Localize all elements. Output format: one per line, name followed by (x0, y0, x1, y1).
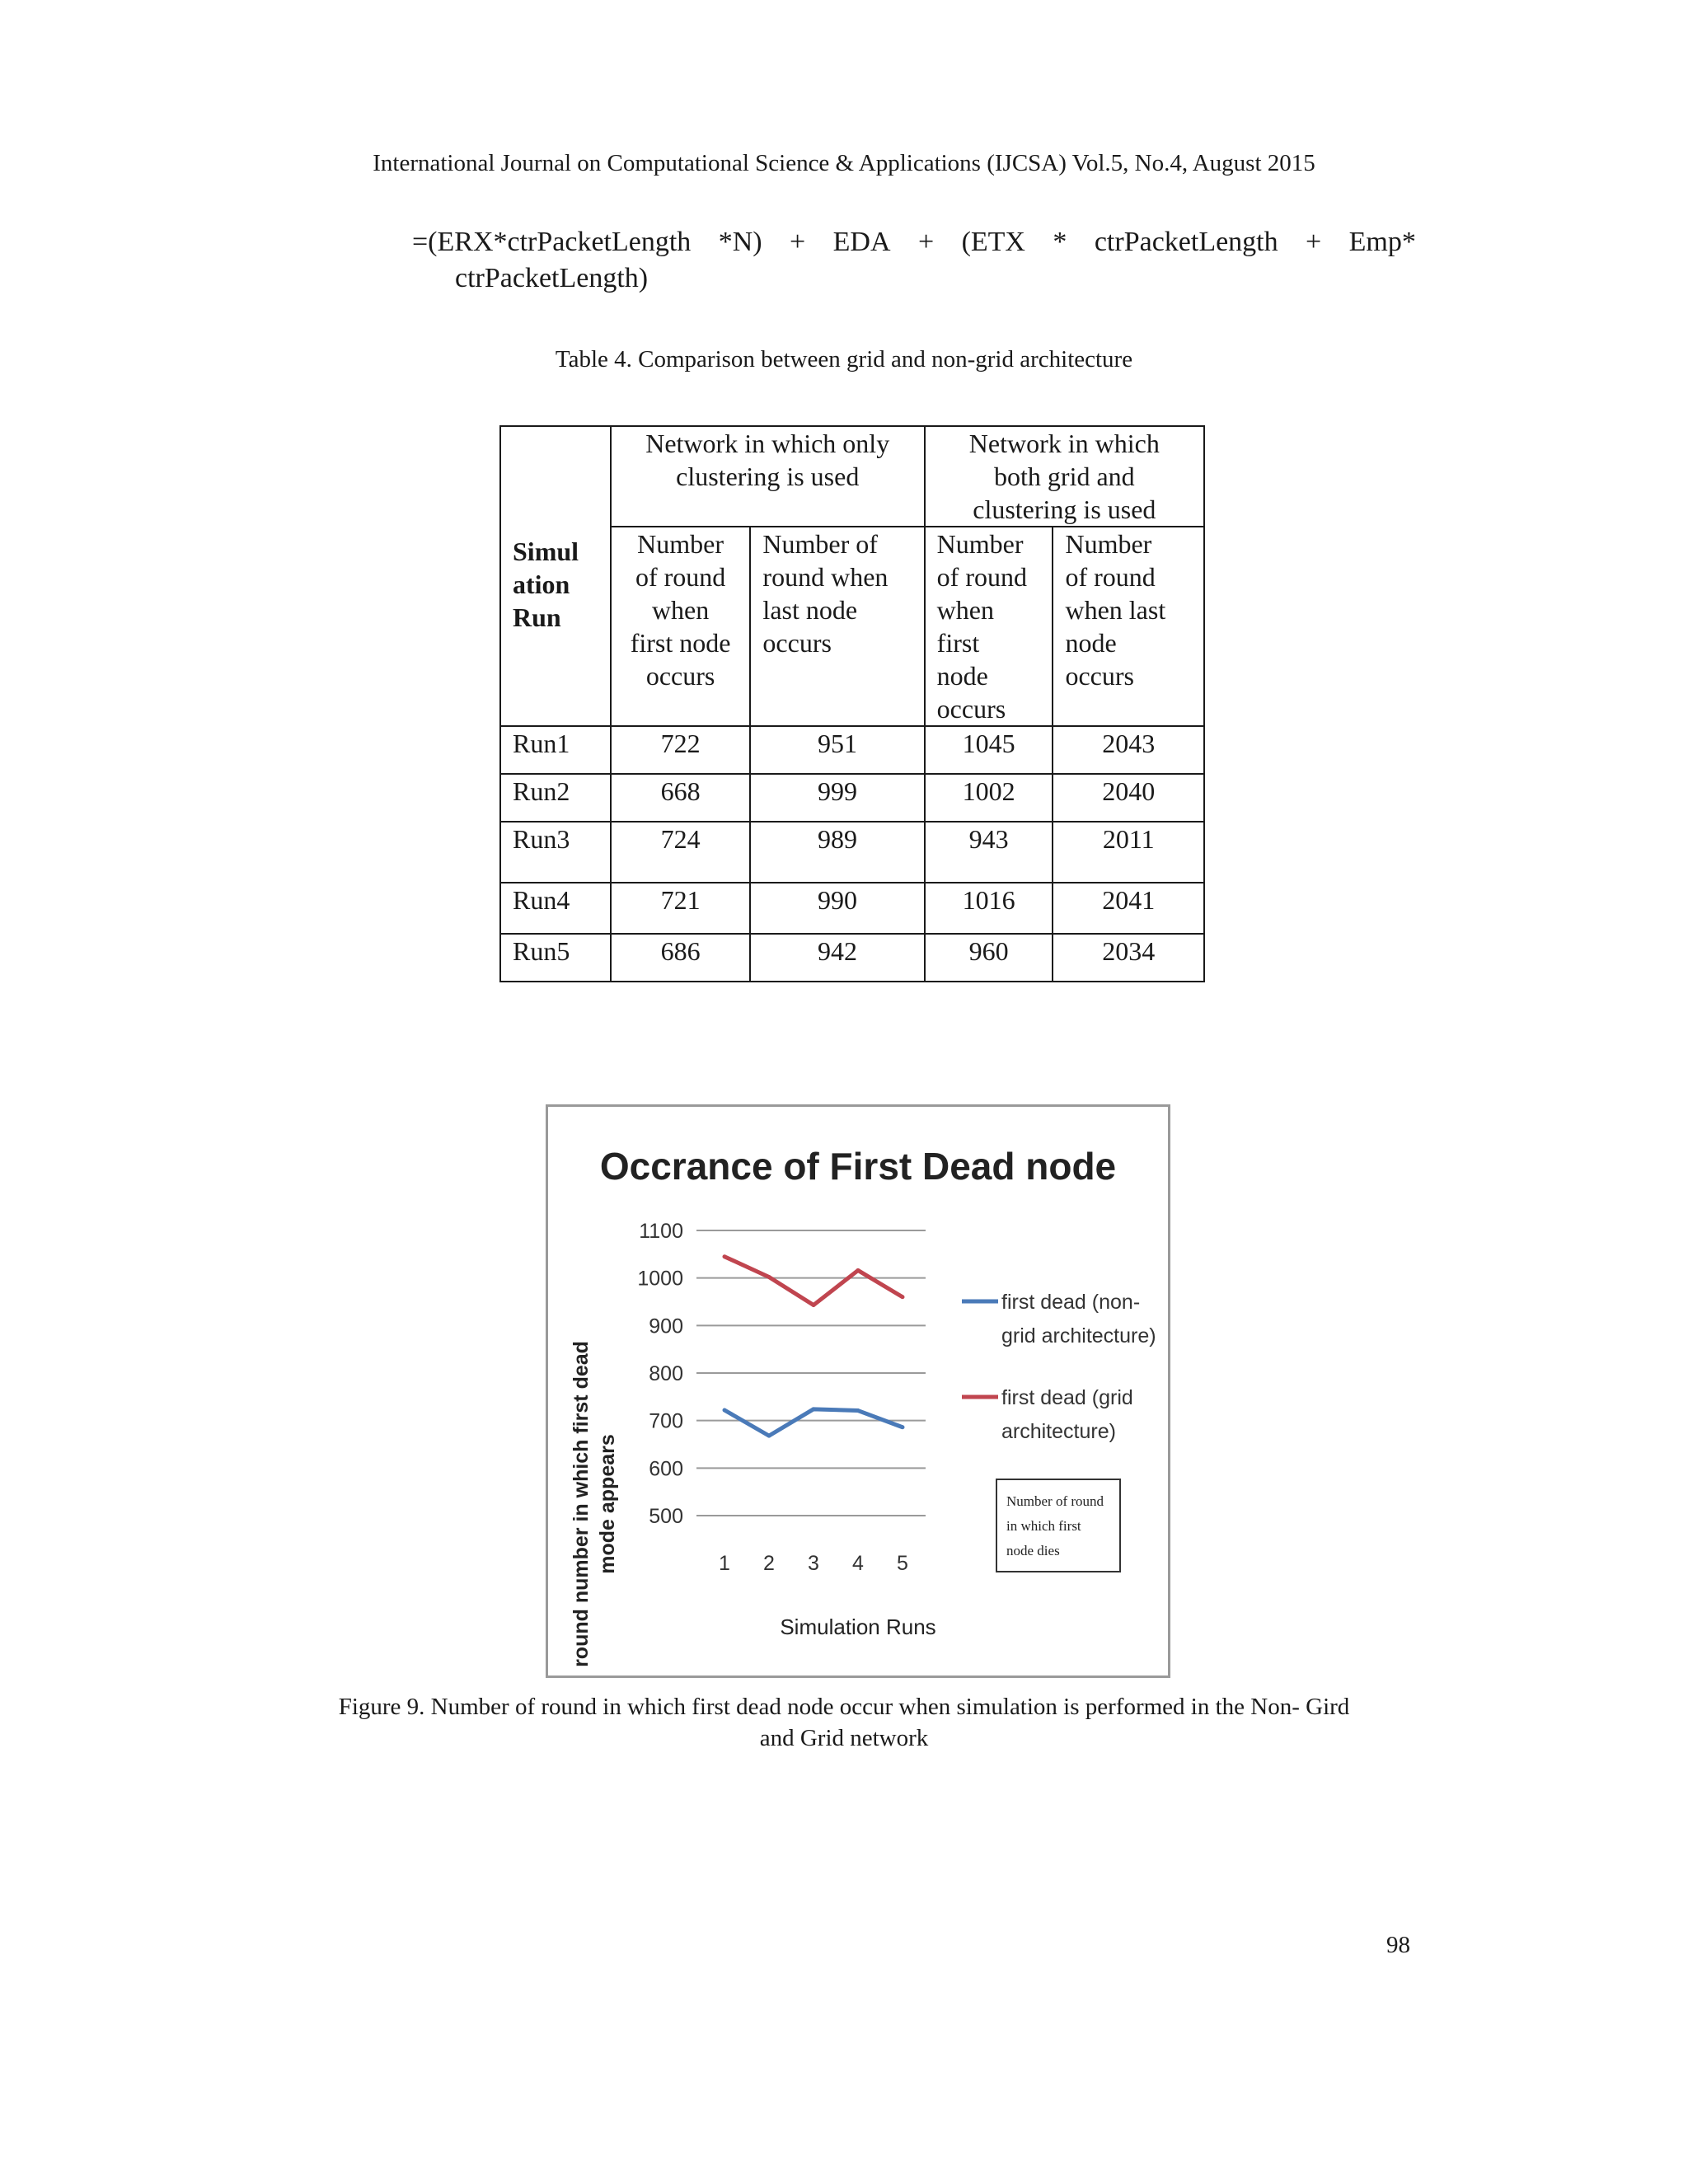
formula-token: ctrPacketLength (1094, 227, 1278, 257)
formula-token: =(ERX*ctrPacketLength (412, 227, 692, 257)
x-tick-label: 4 (852, 1552, 864, 1575)
data-point (856, 1268, 860, 1272)
formula-token: + (1306, 227, 1322, 257)
formula-token: * (1053, 227, 1067, 257)
formula-token: + (917, 227, 935, 257)
y-axis-label-line-1: round number in which first dead (570, 1341, 593, 1667)
x-tick-label: 1 (719, 1552, 730, 1575)
table-caption: Table 4. Comparison between grid and non-grid architecture (555, 346, 1133, 373)
annotation-line-2: in which first (1006, 1518, 1081, 1534)
y-tick-label: 900 (649, 1315, 683, 1338)
data-point (901, 1295, 905, 1299)
formula-line-2: ctrPacketLength) (455, 263, 649, 293)
y-tick-label: 600 (649, 1457, 683, 1481)
annotation-line-1: Number of round (1006, 1493, 1104, 1509)
subheader-last-node-grid: Number of round when last node occurs (1053, 527, 1204, 726)
annotation-line-3: node dies (1006, 1543, 1060, 1558)
formula-token: Emp* (1348, 227, 1416, 257)
legend-label-grid-line-2: architecture) (1001, 1420, 1116, 1443)
table-row: Run3 724 989 943 2011 (500, 822, 1204, 883)
data-point (723, 1408, 727, 1412)
group-header-grid-clustering: Network in which both grid and clustering is used (925, 426, 1204, 527)
formula-token: EDA (832, 227, 891, 257)
x-tick-label: 5 (897, 1552, 908, 1575)
legend-label-non-grid-line-1: first dead (non- (1001, 1291, 1141, 1314)
formula-token: + (790, 227, 806, 257)
subheader-first-node-clustering: Number of round when first node occurs (611, 527, 751, 726)
y-tick-label: 700 (649, 1409, 683, 1433)
table-row: Run4 721 990 1016 2041 (500, 883, 1204, 934)
y-tick-label: 1100 (639, 1220, 683, 1243)
formula-token: (ETX (961, 227, 1025, 257)
subheader-last-node-clustering: Number of round when last node occurs (750, 527, 924, 726)
annotation-box (996, 1479, 1120, 1572)
series-line-non-grid (724, 1409, 903, 1436)
figure-caption: Figure 9. Number of round in which first dead node occur when simulation is performed in the Non- Gird and Grid network (338, 1694, 1350, 1751)
journal-header: International Journal on Computational Science & Applications (IJCSA) Vol.5, No.4, August 2015 (373, 150, 1315, 176)
chart-title: Occrance of First Dead node (599, 1145, 1117, 1188)
legend (962, 1291, 1156, 1443)
y-tick-label: 800 (649, 1362, 683, 1385)
data-point (812, 1303, 816, 1307)
y-tick-label: 500 (649, 1505, 683, 1528)
comparison-table (499, 425, 1205, 982)
x-tick-label: 3 (808, 1552, 819, 1575)
table-row: Run5 686 942 960 2034 (500, 934, 1204, 982)
y-axis-label (570, 1341, 619, 1667)
formula-token: *N) (718, 227, 762, 257)
data-point (767, 1275, 771, 1279)
subheader-first-node-grid: Number of round when first node occurs (925, 527, 1053, 726)
y-axis-label-line-2: mode appears (596, 1434, 619, 1574)
data-point (856, 1408, 860, 1413)
formula-line-1 (412, 224, 1416, 260)
x-tick-label: 2 (763, 1552, 775, 1575)
table-row: Run2 668 999 1002 2040 (500, 774, 1204, 822)
chart-svg (548, 1107, 1168, 1675)
energy-formula (412, 224, 1416, 297)
x-axis-label: Simulation Runs (780, 1615, 936, 1639)
data-point (723, 1254, 727, 1258)
data-point (901, 1425, 905, 1429)
legend-label-grid-line-1: first dead (grid (1001, 1386, 1133, 1409)
table-row: Run1 722 951 1045 2043 (500, 726, 1204, 774)
series-line-grid (724, 1257, 903, 1305)
group-header-clustering: Network in which only clustering is used (611, 426, 925, 527)
page-number: 98 (1386, 1932, 1410, 1958)
simulation-run-header: Simul ation Run (500, 426, 611, 726)
y-tick-label: 1000 (637, 1267, 683, 1291)
data-point (812, 1407, 816, 1411)
legend-label-non-grid-line-2: grid architecture) (1001, 1324, 1156, 1347)
data-point (767, 1434, 771, 1438)
figure-9-chart (546, 1104, 1170, 1678)
